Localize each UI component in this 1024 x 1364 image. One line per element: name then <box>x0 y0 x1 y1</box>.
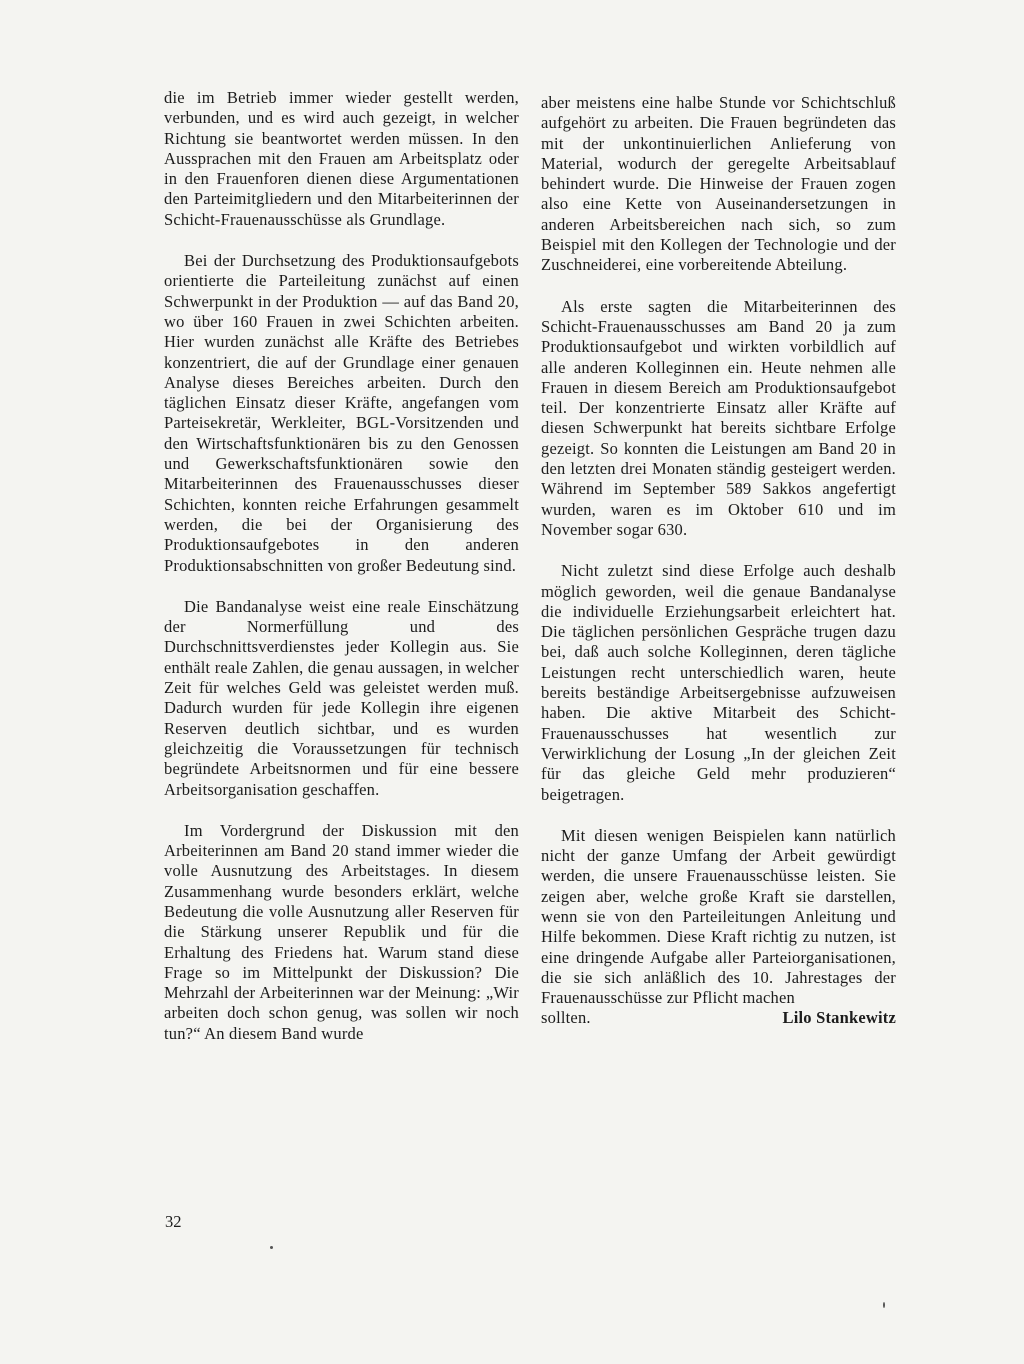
scan-speck <box>270 1246 273 1249</box>
paragraph: Im Vordergrund der Diskussion mit den Arbeiterinnen am Band 20 stand immer wieder die volle Ausnutzung des Arbeitstages. In diesem Zusammenhang wurde besonders erklärt, welche Bedeutung die volle Ausnutzung aller Reserven für die Stärkung unserer Republik und für die Erhaltung des Friedens hat. Warum stand diese Frage so im Mittelpunkt der Diskussion? Die Mehrzahl der Arbeiterinnen war der Meinung: „Wir arbeiten doch schon genug, was sollen wir noch tun?“ An diesem Band wurde <box>164 820 519 1043</box>
scan-speck <box>883 1302 885 1308</box>
author-signature: Lilo Stankewitz <box>782 1008 896 1028</box>
right-text-column <box>541 93 896 1029</box>
page-number: 32 <box>165 1212 182 1231</box>
paragraph: Bei der Durchsetzung des Produktionsaufgebots orientierte die Parteileitung zunächst auf einen Schwerpunkt in der Produktion — auf das Band 20, wo über 160 Frauen in zwei Schichten arbeiten. Hier wurden zunächst alle Kräfte des Betriebes konzentriert, die auf der Grundlage einer genauen Analyse dieses Bereiches arbeiten. Durch den täglichen Einsatz dieser Kräfte, angefangen vom Parteisekretär, Werkleiter, BGL-Vorsitzenden und den Wirtschaftsfunktionären bis zu den Genossen und Gewerkschaftsfunktionären sowie den Mitarbeiterinnen des Frauenausschusses dieser Schichten, konnten reiche Erfahrungen gesammelt werden, die bei der Organisierung des Produktionsaufgebotes in den anderen Produktionsabschnitten von großer Bedeutung sind. <box>164 251 519 575</box>
closing-word: sollten. <box>541 1008 591 1028</box>
paragraph: Mit diesen wenigen Beispielen kann natürlich nicht der ganze Umfang der Arbeit gewürdigt werden, die unsere Frauenausschüsse leisten. Sie zeigen aber, welche große Kraft sie darstellen, wenn sie von den Parteileitungen Anleitung und Hilfe bekommen. Diese Kraft richtig zu nutzen, ist eine dringende Aufgabe aller Parteiorganisationen, die sie sich anläßlich des 10. Jahrestages der Frauenausschüsse zur Pflicht machen <box>541 825 896 1008</box>
left-text-column <box>164 88 519 1065</box>
paragraph: Als erste sagten die Mitarbeiterinnen des Schicht-Frauenausschusses am Band 20 ja zum Produktionsaufgebot und wirkten vorbildlich auf alle anderen Kolleginnen ein. Heute nehmen alle Frauen in diesem Bereich am Produktionsaufgebot teil. Der konzentrierte Einsatz aller Kräfte auf diesen Schwerpunkt hat bereits sichtbare Erfolge gezeigt. So konnten die Leistungen am Band 20 in den letzten drei Monaten ständig gesteigert werden. Während im September 589 Sakkos angefertigt wurden, waren es im Oktober 610 und im November sogar 630. <box>541 296 896 539</box>
paragraph: Nicht zuletzt sind diese Erfolge auch deshalb möglich geworden, weil die genaue Bandanalyse die individuelle Erziehungsarbeit erleichtert hat. Die täglichen persönlichen Gespräche trugen dazu bei, daß auch solche Kolleginnen, deren tägliche Leistungen recht unterschiedlich waren, heute bereits beständige Arbeitsergebnisse aufzuweisen haben. Die aktive Mitarbeit des Schicht-Frauenausschusses hat wesentlich zur Verwirklichung der Losung „In der gleichen Zeit für das gleiche Geld mehr produzieren“ beigetragen. <box>541 561 896 804</box>
paragraph-continuation: die im Betrieb immer wieder gestellt werden, verbunden, und es wird auch gezeigt, in welcher Richtung sie beantwortet werden müssen. In den Aussprachen mit den Frauen am Arbeitsplatz oder in den Frauenforen dienen diese Argumentationen den Parteimitgliedern und den Mitarbeiterinnen der Schicht-Frauenausschüsse als Grundlage. <box>164 88 519 229</box>
paragraph-continuation: aber meistens eine halbe Stunde vor Schichtschluß aufgehört zu arbeiten. Die Frauen begründeten das mit der unkontinuierlichen Anlieferung von Material, wodurch der geregelte Arbeitsablauf behindert wurde. Die Hinweise der Frauen zogen also eine Kette von Auseinandersetzungen in anderen Arbeitsbereichen nach sich, so zum Beispiel mit den Kollegen der Technologie und der Zuschneiderei, eine vorbereitende Abteilung. <box>541 93 896 275</box>
paragraph: Die Bandanalyse weist eine reale Einschätzung der Normerfüllung und des Durchschnittsverdienstes jeder Kollegin aus. Sie enthält reale Zahlen, die genau aussagen, in welcher Zeit für welches Geld was geleistet werden muß. Dadurch wurden für jede Kollegin ihre eigenen Reserven deutlich sichtbar, und es wurden gleichzeitig die Voraussetzungen für technisch begründete Arbeitsnormen und für eine bessere Arbeitsorganisation geschaffen. <box>164 596 519 799</box>
closing-line <box>541 1008 896 1028</box>
